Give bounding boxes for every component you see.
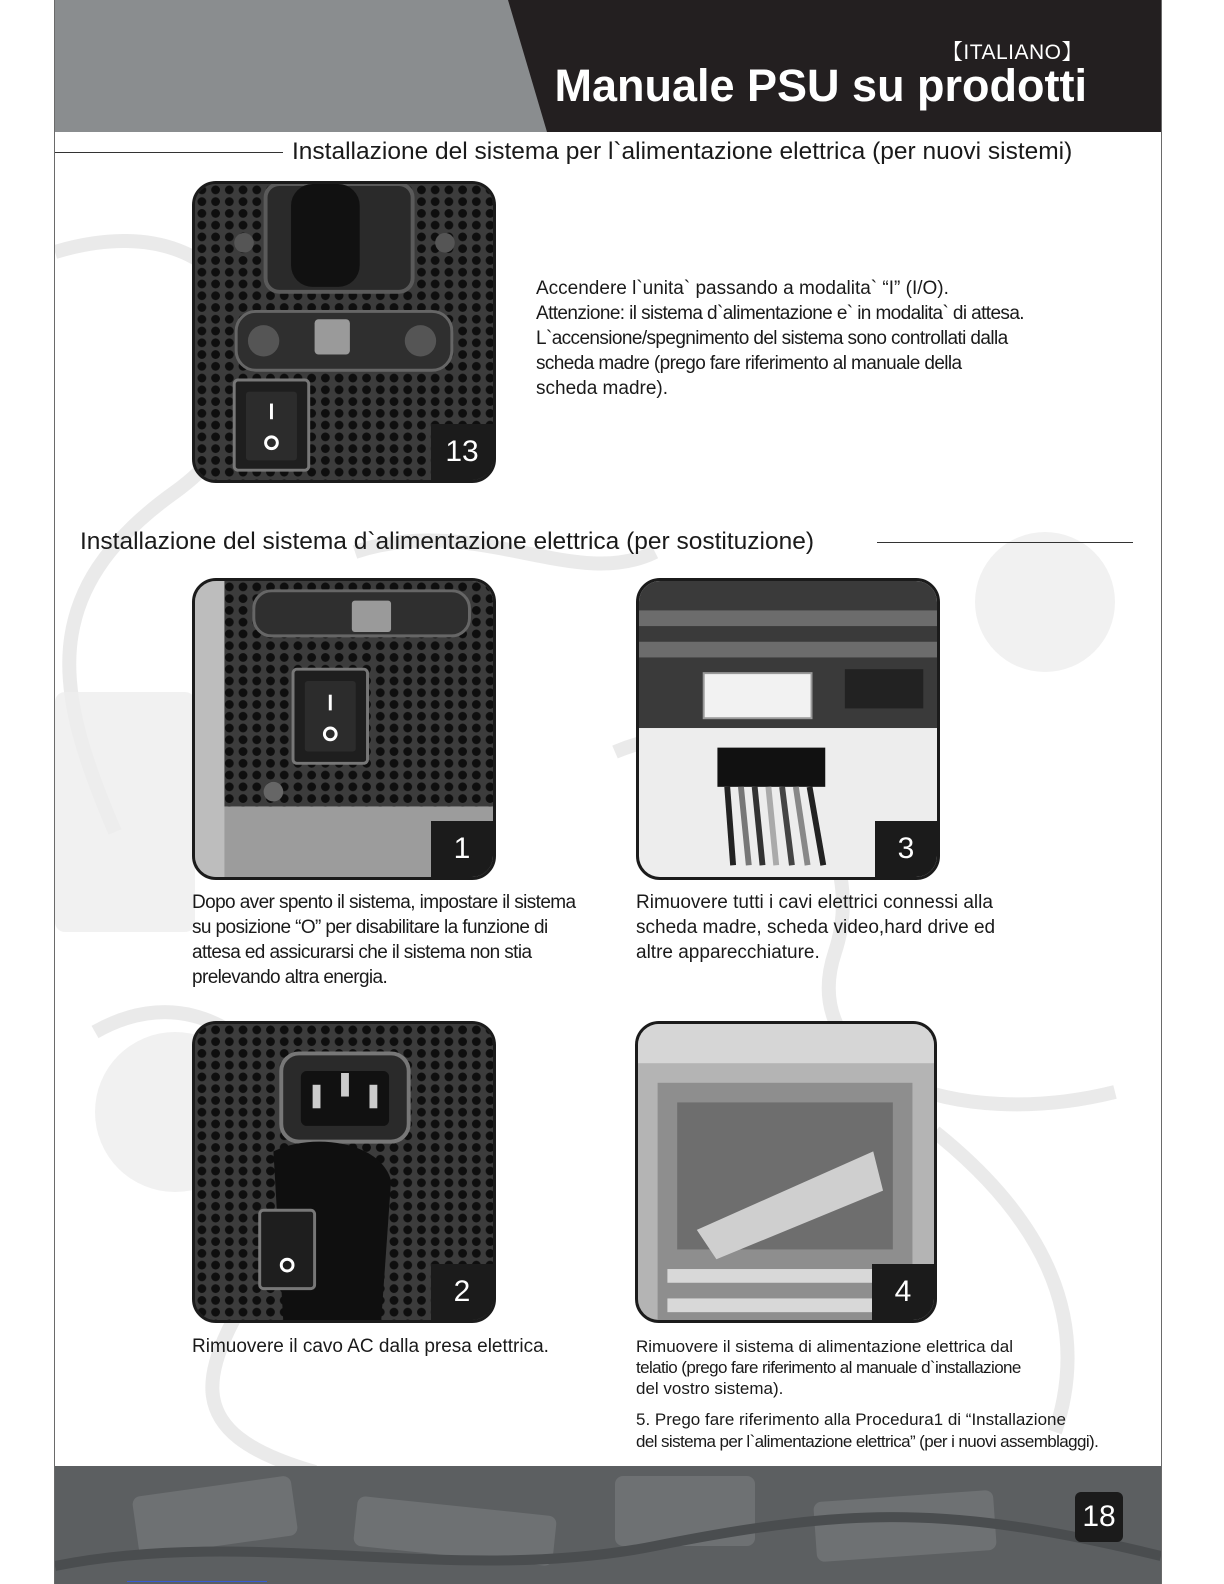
step-1-line: su posizione “O” per disabilitare la funzione di (192, 917, 548, 938)
step-3-photo (636, 578, 940, 880)
step-13-line: L`accensione/spegnimento del sistema sono controllati dalla (536, 328, 1008, 349)
step-3-text (636, 890, 1076, 965)
language-label: 【ITALIANO】 (941, 41, 1083, 64)
step-2-text (192, 1334, 632, 1359)
step-2-line: Rimuovere il cavo AC dalla presa elettrica. (192, 1336, 549, 1357)
step-4-text (636, 1336, 1106, 1399)
step-5-line: 5. Prego fare riferimento alla Procedura1 di “Installazione (636, 1410, 1066, 1429)
step-4-line: telatio (prego fare riferimento al manuale d`installazione (636, 1358, 1021, 1377)
step-13-line: Accendere l`unita` passando a modalita` “I” (I/O). (536, 278, 949, 299)
step-1-photo (192, 578, 496, 880)
footer-banner (55, 1466, 1161, 1584)
step-3-line: Rimuovere tutti i cavi elettrici connessi alla (636, 892, 993, 913)
section1-heading: Installazione del sistema per l`alimentazione elettrica (per nuovi sistemi) (292, 138, 1073, 165)
section2-rule (877, 542, 1133, 543)
step-13-photo (192, 181, 496, 483)
step-13-badge: 13 (431, 424, 493, 480)
step-3-badge: 3 (875, 821, 937, 877)
step-5-note (636, 1409, 1106, 1453)
footer-cable-art (55, 1466, 1161, 1584)
step-4-line: del vostro sistema). (636, 1379, 784, 1398)
step-1-text (192, 890, 622, 990)
step-4-badge: 4 (872, 1264, 934, 1320)
step-1-badge: 1 (431, 821, 493, 877)
step-1-line: attesa ed assicurarsi che il sistema non stia (192, 942, 532, 963)
step-3-line: scheda madre, scheda video,hard drive ed (636, 917, 996, 938)
step-4-photo (635, 1021, 937, 1323)
header-banner (55, 0, 1161, 132)
step-13-line: scheda madre). (536, 378, 669, 399)
step-1-line: Dopo aver spento il sistema, impostare il sistema (192, 892, 576, 913)
step-2-badge: 2 (431, 1264, 493, 1320)
step-3-line: altre apparecchiature. (636, 942, 820, 963)
step-1-line: prelevando altra energia. (192, 967, 388, 988)
step-4-line: Rimuovere il sistema di alimentazione elettrica dal (636, 1337, 1013, 1356)
page-number: 18 (1075, 1492, 1123, 1542)
step-2-photo (192, 1021, 496, 1323)
section1-rule (55, 152, 283, 153)
footer-link-underline (127, 1581, 267, 1582)
step-13-text (536, 276, 1096, 401)
manual-page (54, 0, 1162, 1584)
step-13-line: Attenzione: il sistema d`alimentazione e` in modalita` di attesa. (536, 303, 1024, 324)
step-5-line: del sistema per l`alimentazione elettrica” (per i nuovi assemblaggi). (636, 1432, 1099, 1451)
document-title: Manuale PSU su prodotti (554, 60, 1087, 111)
step-13-line: scheda madre (prego fare riferimento al manuale della (536, 353, 962, 374)
section2-heading: Installazione del sistema d`alimentazione elettrica (per sostituzione) (80, 528, 814, 555)
